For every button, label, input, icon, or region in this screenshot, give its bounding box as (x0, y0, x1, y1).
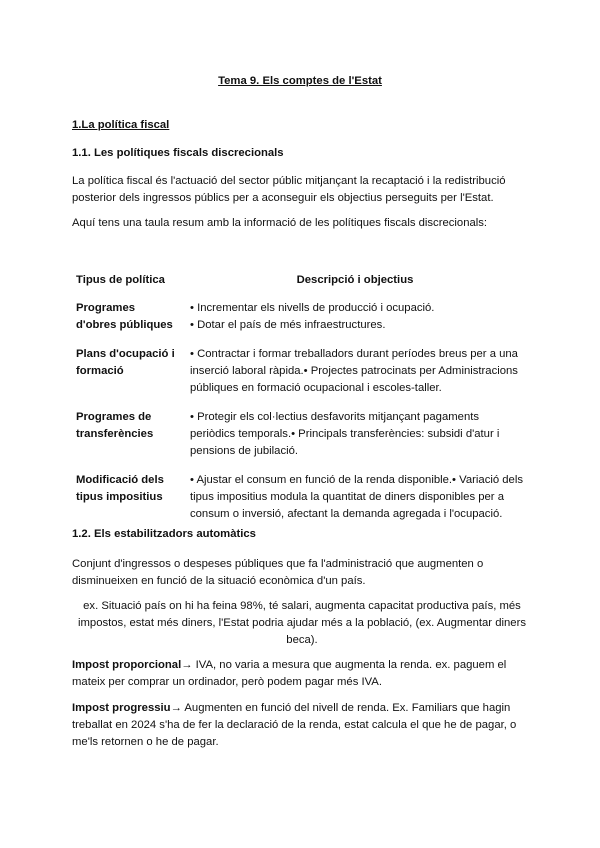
proportional-tax-paragraph (72, 657, 532, 691)
policy-description: • Protegir els col·lectius desfavorits mitjançant pagaments periòdics temporals.• Principals transferències: subsidi d'atur i pensions de jubilació. (190, 411, 500, 457)
policy-type: Programes d'obres públiques (76, 302, 173, 331)
subsection-heading-stabilizers: 1.2. Els estabilitzadors automàtics (72, 528, 256, 540)
policy-type: Programes de transferències (76, 411, 154, 440)
policy-type: Plans d'ocupació i formació (76, 348, 175, 377)
table-header-row (72, 272, 528, 298)
table-row (72, 344, 528, 407)
table-header-type: Tipus de política (76, 274, 165, 286)
example-paragraph: ex. Situació país on hi ha feina 98%, té salari, augmenta capacitat productiva país, més impostos, estat més diners, l'Estat podria ajudar més a la població, (ex. Augmentar diners beca). (78, 600, 526, 646)
table-row (72, 407, 528, 470)
proportional-tax-label: Impost proporcional (72, 659, 182, 671)
progressive-tax-paragraph (72, 700, 532, 751)
description-bullet: • Dotar el país de més infraestructures. (190, 319, 386, 331)
fiscal-policies-table (72, 272, 528, 533)
table-intro-paragraph: Aquí tens una taula resum amb la informació de les polítiques fiscals discrecionals: (72, 217, 488, 229)
progressive-tax-label: Impost progressiu (72, 702, 171, 714)
description-bullet: • Incrementar els nivells de producció i ocupació. (190, 302, 435, 314)
stabilizers-paragraph: Conjunt d'ingressos o despeses públiques que fa l'administració que augmenten o disminueixen en funció de la situació econòmica d'un país. (72, 558, 484, 587)
page-title: Tema 9. Els comptes de l'Estat (218, 75, 382, 87)
intro-paragraph: La política fiscal és l'actuació del sector públic mitjançant la recaptació i la redistribució posterior dels ingressos públics per a aconseguir els objectius perseguits per l'Estat. (72, 175, 506, 204)
progressive-tax-text: → Augmenten en funció del nivell de renda. Ex. Familiars que hagin treballat en 2024 s'ha de fer la declaració de la renda, estat calcula el que he de pagar, o me'ls retornen o he de pagar. (72, 702, 517, 748)
table-header-description: Descripció i objectius (296, 274, 414, 286)
policy-description (182, 298, 528, 344)
table-row (72, 298, 528, 344)
table-row (72, 470, 528, 533)
proportional-tax-text: → IVA, no varia a mesura que augmenta la renda. ex. paguem el mateix per comprar un ordinador, però podem pagar més IVA. (72, 659, 507, 688)
policy-description: • Ajustar el consum en funció de la renda disponible.• Variació dels tipus impositius modula la quantitat de diners disponibles per a consum o inversió, afectant la demanda agregada i l'ocupació. (190, 474, 523, 520)
policy-type: Modificació dels tipus impositius (76, 474, 164, 503)
subsection-heading-discretionary: 1.1. Les polítiques fiscals discrecionals (72, 147, 284, 159)
section-heading-fiscal-policy: 1.La política fiscal (72, 119, 170, 131)
policy-description: • Contractar i formar treballadors durant períodes breus per a una inserció laboral ràpida.• Projectes patrocinats per Administracions públiques en formació ocupacional i escoles-taller. (190, 348, 518, 394)
